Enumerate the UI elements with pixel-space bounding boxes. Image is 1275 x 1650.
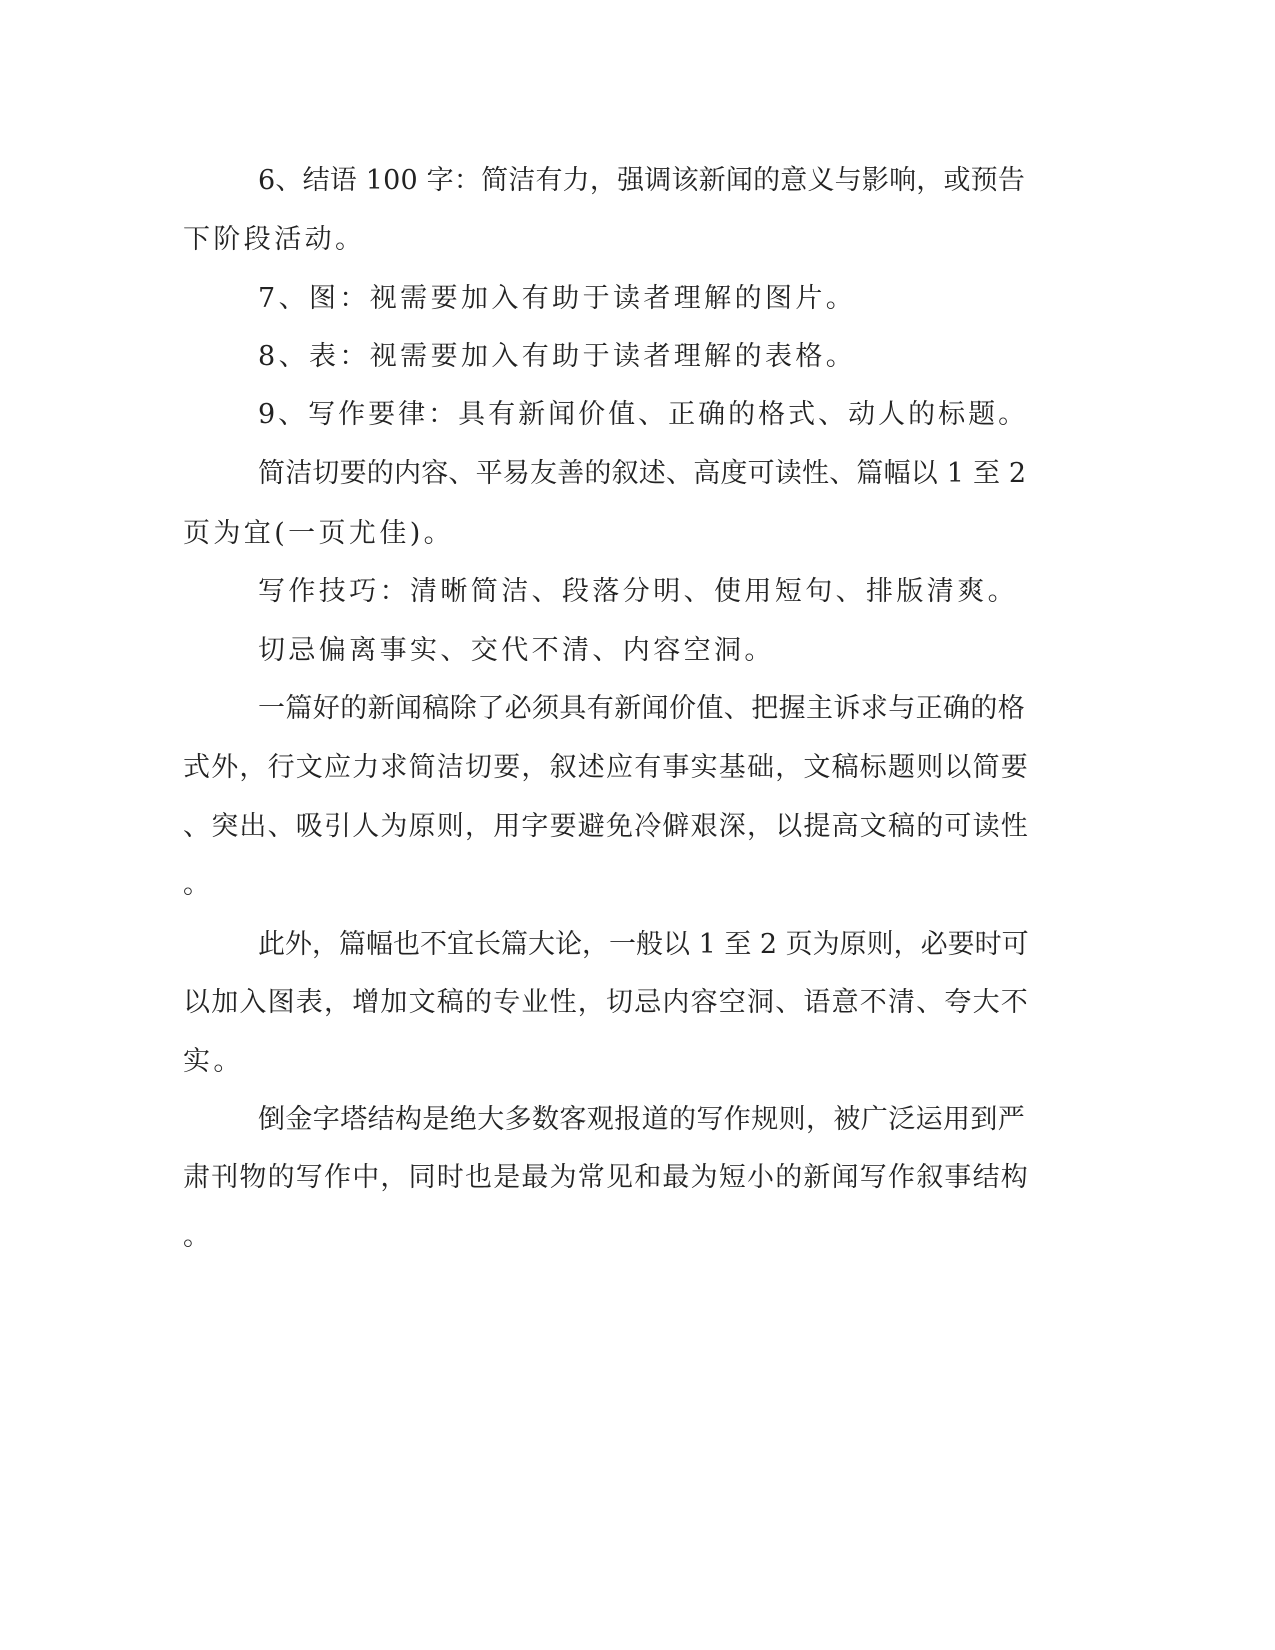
paragraph-line: 式外，行文应力求简洁切要，叙述应有事实基础，文稿标题则以简要 <box>183 752 1029 783</box>
paragraph-line: 简洁切要的内容、平易友善的叙述、高度可读性、篇幅以 1 至 2 <box>258 458 1027 489</box>
paragraph-line: 写作技巧：清晰简洁、段落分明、使用短句、排版清爽。 <box>258 576 1018 607</box>
paragraph-line: 一篇好的新闻稿除了必须具有新闻价值、把握主诉求与正确的格 <box>258 693 1026 724</box>
paragraph-line: 7、图：视需要加入有助于读者理解的图片。 <box>258 283 857 314</box>
paragraph-line: 页为宜(一页尤佳)。 <box>183 518 455 549</box>
paragraph-line: 、突出、吸引人为原则，用字要避免冷僻艰深，以提高文稿的可读性 <box>183 811 1029 842</box>
paragraph-line: 倒金字塔结构是绝大多数客观报道的写作规则，被广泛运用到严 <box>258 1104 1026 1135</box>
paragraph-line: 下阶段活动。 <box>183 224 366 255</box>
paragraph-line: 9、写作要律：具有新闻价值、正确的格式、动人的标题。 <box>258 399 1029 430</box>
paragraph-line: 此外，篇幅也不宜长篇大论，一般以 1 至 2 页为原则，必要时可 <box>258 929 1029 960</box>
paragraph-line: 8、表：视需要加入有助于读者理解的表格。 <box>258 341 857 372</box>
paragraph-line: 肃刊物的写作中，同时也是最为常见和最为短小的新闻写作叙事结构 <box>183 1162 1029 1193</box>
paragraph-line: 6、结语 100 字：简洁有力，强调该新闻的意义与影响，或预告 <box>258 165 1026 196</box>
paragraph-line: 实。 <box>183 1046 244 1077</box>
paragraph-line: 。 <box>183 869 214 900</box>
paragraph-line: 以加入图表，增加文稿的专业性，切忌内容空洞、语意不清、夸大不 <box>183 987 1029 1018</box>
paragraph-line: 切忌偏离事实、交代不清、内容空洞。 <box>258 635 775 666</box>
paragraph-line: 。 <box>183 1221 214 1252</box>
